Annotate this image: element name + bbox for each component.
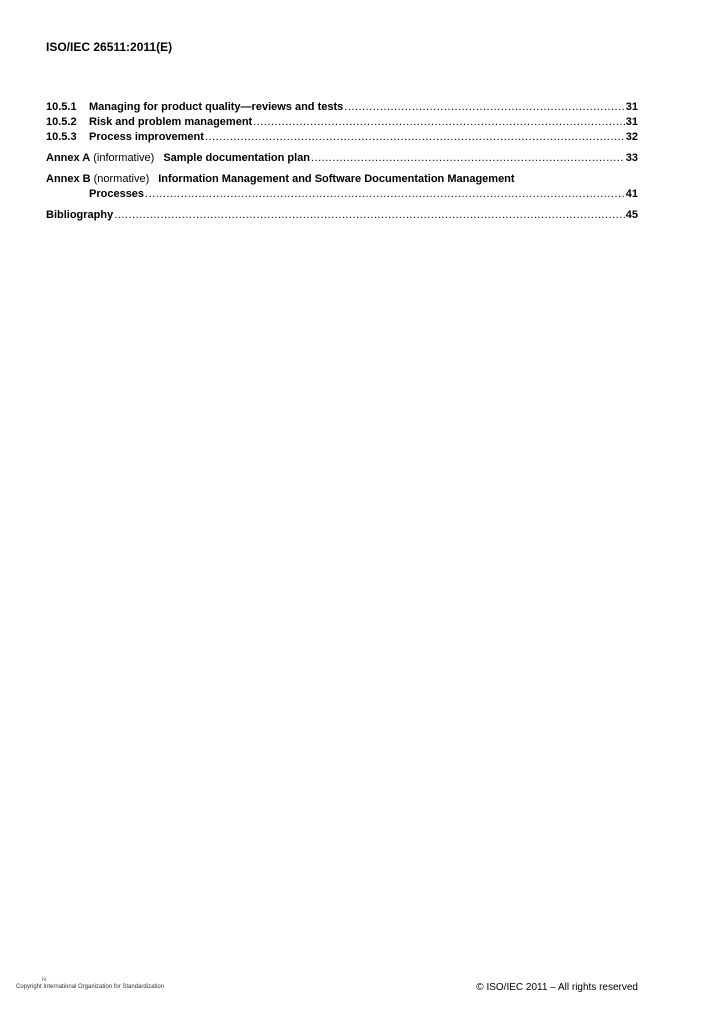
toc-entry-title: Bibliography xyxy=(46,209,114,221)
toc-entry-number: 10.5.1 xyxy=(46,101,77,113)
toc-entry-title: Sample documentation plan xyxy=(163,152,311,164)
annex-prefix: Annex B xyxy=(46,173,91,185)
toc-leader-dots xyxy=(344,100,624,115)
toc-entry-10-5-3[interactable] xyxy=(46,130,638,145)
toc-entry-page: 31 xyxy=(625,101,638,113)
toc-entry-annex-b-continuation[interactable] xyxy=(46,187,638,202)
toc-entry-bibliography[interactable] xyxy=(46,208,638,223)
toc-entry-title: Managing for product quality—reviews and tests xyxy=(89,101,344,113)
toc-entry-title: Process improvement xyxy=(89,131,204,143)
toc-entry-title-continuation: Processes xyxy=(89,188,145,200)
toc-leader-dots xyxy=(145,187,625,202)
toc-entry-10-5-2[interactable] xyxy=(46,115,638,130)
toc-entry-number: 10.5.3 xyxy=(46,131,77,143)
toc-entry-page: 45 xyxy=(625,209,638,221)
toc-entry-title: Risk and problem management xyxy=(89,116,253,128)
toc-leader-dots xyxy=(311,151,625,166)
annex-qualifier: (informative) xyxy=(93,152,155,164)
copyright-organization-text: Copyright International Organization for Standardization xyxy=(16,984,165,990)
toc-entry-annex-b[interactable] xyxy=(46,172,638,187)
toc-entry-10-5-1[interactable] xyxy=(46,100,638,115)
footer-copyright-left xyxy=(16,977,165,990)
toc-entry-number: 10.5.2 xyxy=(46,116,77,128)
document-identifier: ISO/IEC 26511:2011(E) xyxy=(46,40,173,54)
toc-entry-page: 41 xyxy=(625,188,638,200)
toc-entry-page: 31 xyxy=(625,116,638,128)
table-of-contents xyxy=(46,100,638,223)
annex-qualifier: (normative) xyxy=(93,173,150,185)
toc-entry-page: 32 xyxy=(625,131,638,143)
toc-leader-dots xyxy=(205,130,625,145)
toc-entry-page: 33 xyxy=(625,152,638,164)
annex-prefix: Annex A xyxy=(46,152,91,164)
toc-leader-dots xyxy=(253,115,625,130)
toc-entry-title: Information Management and Software Documentation Management xyxy=(158,173,515,185)
toc-entry-annex-a[interactable] xyxy=(46,151,638,166)
footer-copyright-right: © ISO/IEC 2011 – All rights reserved xyxy=(476,982,638,993)
page-number-mark: iv xyxy=(42,977,47,983)
toc-leader-dots xyxy=(114,208,625,223)
